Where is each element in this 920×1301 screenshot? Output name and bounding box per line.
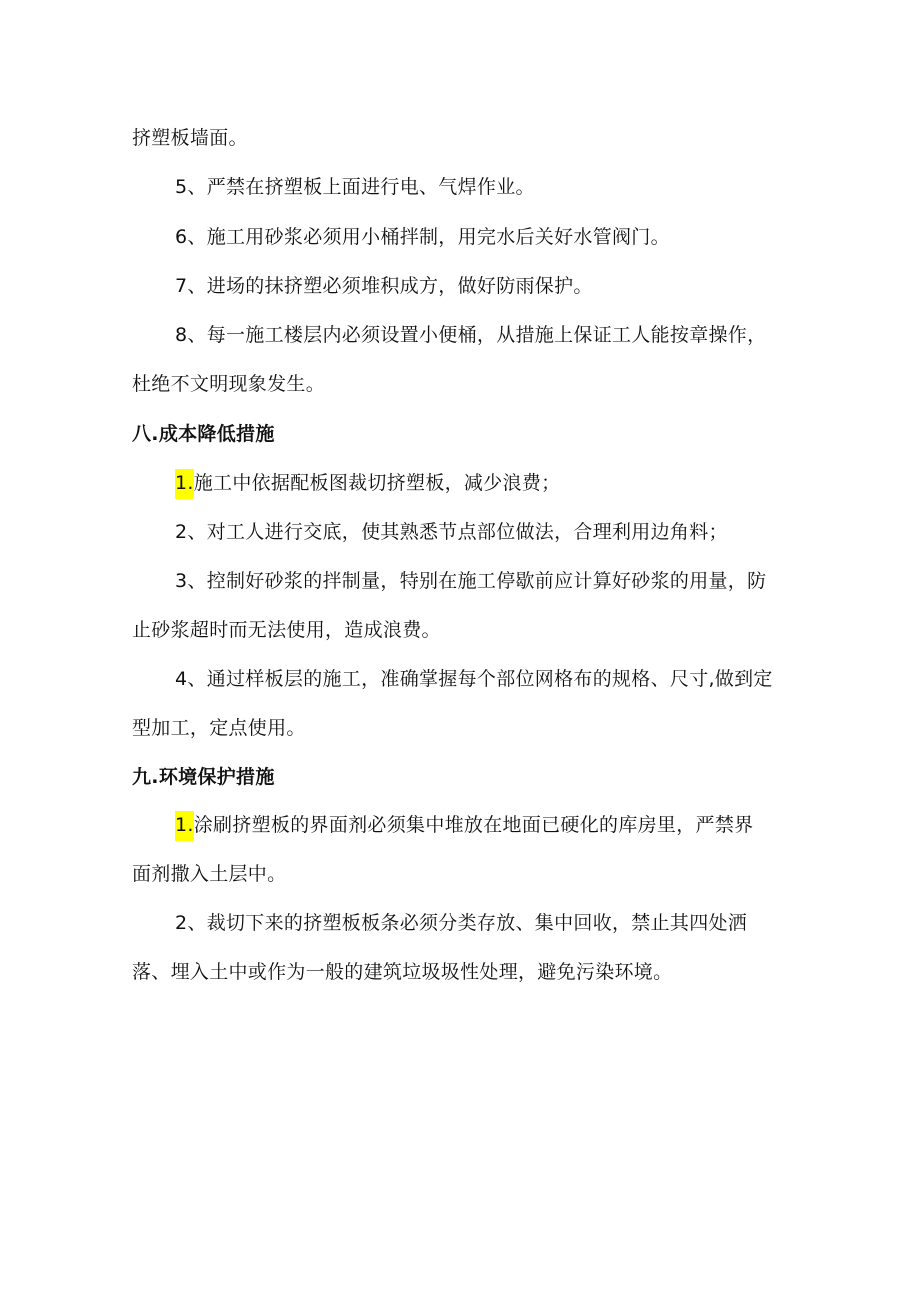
highlighted-number: 1. (175, 469, 194, 499)
list-item-text: 施工中依据配板图裁切挤塑板，减少浪费； (193, 472, 561, 494)
list-item-text: 涂刷挤塑板的界面剂必须集中堆放在地面已硬化的库房里，严禁界 (193, 814, 754, 836)
highlighted-number: 1. (175, 811, 194, 841)
list-item-continuation: 止砂浆超时而无法使用，造成浪费。 (132, 619, 441, 641)
section-heading-cost: 八.成本降低措施 (132, 423, 275, 445)
list-item: 4、通过样板层的施工，准确掌握每个部位网格布的规格、尺寸,做到定 (175, 668, 773, 690)
paragraph-line: 6、施工用砂浆必须用小桶拌制，用完水后关好水管阀门。 (175, 226, 670, 248)
list-item-continuation: 型加工，定点使用。 (132, 717, 306, 739)
paragraph-line: 8、每一施工楼层内必须设置小便桶，从措施上保证工人能按章操作， (175, 324, 767, 346)
paragraph-line: 5、严禁在挤塑板上面进行电、气焊作业。 (175, 176, 535, 198)
paragraph-line: 挤塑板墙面。 (132, 127, 248, 149)
paragraph-line: 杜绝不文明现象发生。 (132, 373, 326, 395)
section-heading-environment: 九.环境保护措施 (132, 766, 275, 788)
list-item: 3、控制好砂浆的拌制量，特别在施工停歇前应计算好砂浆的用量，防 (175, 570, 767, 592)
list-item: 2、裁切下来的挤塑板板条必须分类存放、集中回收，禁止其四处洒 (175, 912, 748, 934)
paragraph-line: 7、进场的抹挤塑必须堆积成方，做好防雨保护。 (175, 275, 593, 297)
list-item-continuation: 落、埋入土中或作为一般的建筑垃圾圾性处理，避免污染环境。 (132, 961, 673, 983)
list-item (175, 468, 560, 498)
list-item: 2、对工人进行交底，使其熟悉节点部位做法，合理利用边角料； (175, 521, 728, 543)
list-item (175, 810, 753, 840)
list-item-continuation: 面剂撒入土层中。 (132, 863, 287, 885)
